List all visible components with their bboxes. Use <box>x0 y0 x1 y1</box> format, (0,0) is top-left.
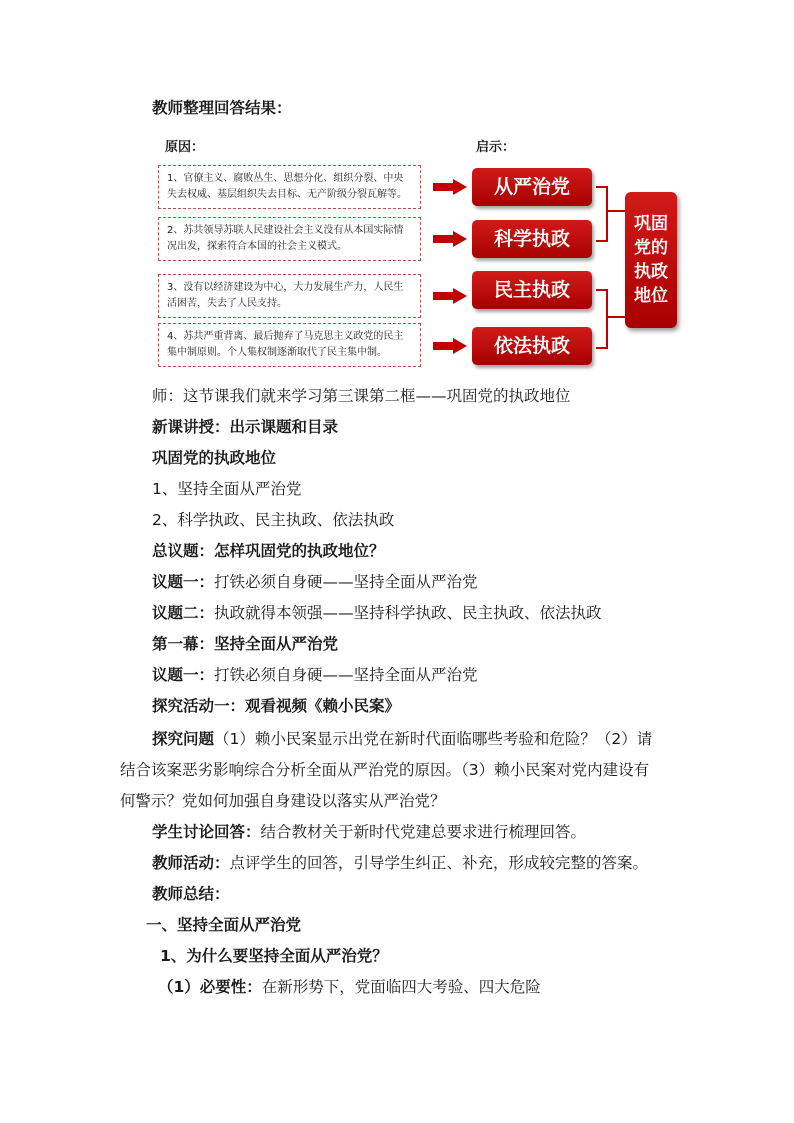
reasons-label: 原因： <box>165 140 205 155</box>
text-line: 第一幕：坚持全面从严治党 <box>152 635 339 653</box>
bracket-line <box>606 316 625 318</box>
reason-line: 1、官僚主义、腐败丛生、思想分化、组织分裂、中央 <box>167 173 404 184</box>
reason-box <box>158 274 421 318</box>
reason-line: 况出发，探索符合本国的社会主义模式。 <box>167 241 347 252</box>
conclusion-line: 巩固 <box>634 214 668 234</box>
text-line: 议题二：执政就得本领强——坚持科学执政、民主执政、依法执政 <box>152 604 602 622</box>
text-line: 何警示？党如何加强自身建设以落实从严治党？ <box>120 792 446 810</box>
bracket-line <box>596 186 608 242</box>
arrow-icon <box>433 179 467 195</box>
arrow-icon <box>433 288 467 304</box>
insight-box: 依法执政 <box>472 327 592 365</box>
text-line: 教师总结： <box>152 885 230 903</box>
reason-box <box>158 217 421 261</box>
insight-box: 民主执政 <box>472 271 592 309</box>
text-line: 1、为什么要坚持全面从严治党？ <box>160 947 388 965</box>
text-line: 师：这节课我们就来学习第三课第二框——巩固党的执政地位 <box>152 387 571 405</box>
reason-line: 2、苏共领导苏联人民建设社会主义没有从本国实际情 <box>167 225 404 236</box>
reason-line: 3、没有以经济建设为中心，大力发展生产力，人民生 <box>167 282 404 293</box>
reason-line: 失去权威、基层组织失去目标、无产阶级分裂瓦解等。 <box>167 189 407 200</box>
arrow-icon <box>433 338 467 354</box>
text-line: 结合该案恶劣影响综合分析全面从严治党的原因。（3）赖小民案对党内建设有 <box>120 761 650 779</box>
reason-line: 集中制原则。个人集权制逐渐取代了民主集中制。 <box>167 347 387 358</box>
conclusion-line: 执政 <box>634 262 668 282</box>
conclusion-line: 党的 <box>634 238 668 258</box>
reason-line: 4、苏共严重背离、最后抛弃了马克思主义政党的民主 <box>167 331 404 342</box>
text-line: 2、科学执政、民主执政、依法执政 <box>152 511 395 529</box>
text-line: （1）必要性：在新形势下，党面临四大考验、四大危险 <box>158 978 541 996</box>
insight-box: 科学执政 <box>472 220 592 258</box>
text-line: 新课讲授：出示课题和目录 <box>152 418 339 436</box>
arrow-icon <box>433 231 467 247</box>
text-line: 一、坚持全面从严治党 <box>146 916 302 934</box>
text-line: 教师活动：点评学生的回答，引导学生纠正、补充，形成较完整的答案。 <box>152 854 649 872</box>
text-line: 巩固党的执政地位 <box>152 449 277 467</box>
bracket-line <box>596 289 608 349</box>
heading: 教师整理回答结果： <box>152 99 292 117</box>
bracket-line <box>606 210 625 212</box>
text-line: 探究活动一：观看视频《赖小民案》 <box>152 697 401 715</box>
text-line: 1、坚持全面从严治党 <box>152 480 302 498</box>
reason-box <box>158 323 421 367</box>
conclusion-line: 地位 <box>634 286 668 306</box>
insights-label: 启示： <box>476 140 516 155</box>
insight-box: 从严治党 <box>472 168 592 206</box>
text-line: 议题一：打铁必须自身硬——坚持全面从严治党 <box>152 573 478 591</box>
text-line: 议题一：打铁必须自身硬——坚持全面从严治党 <box>152 666 478 684</box>
conclusion-box <box>625 192 677 328</box>
text-line: 学生讨论回答：结合教材关于新时代党建总要求进行梳理回答。 <box>152 823 587 841</box>
text-line: 总议题：怎样巩固党的执政地位？ <box>152 542 385 560</box>
reason-line: 活困苦，失去了人民支持。 <box>167 298 287 309</box>
text-line: 探究问题（1）赖小民案显示出党在新时代面临哪些考验和危险？（2）请 <box>152 730 653 748</box>
reason-box <box>158 165 421 209</box>
